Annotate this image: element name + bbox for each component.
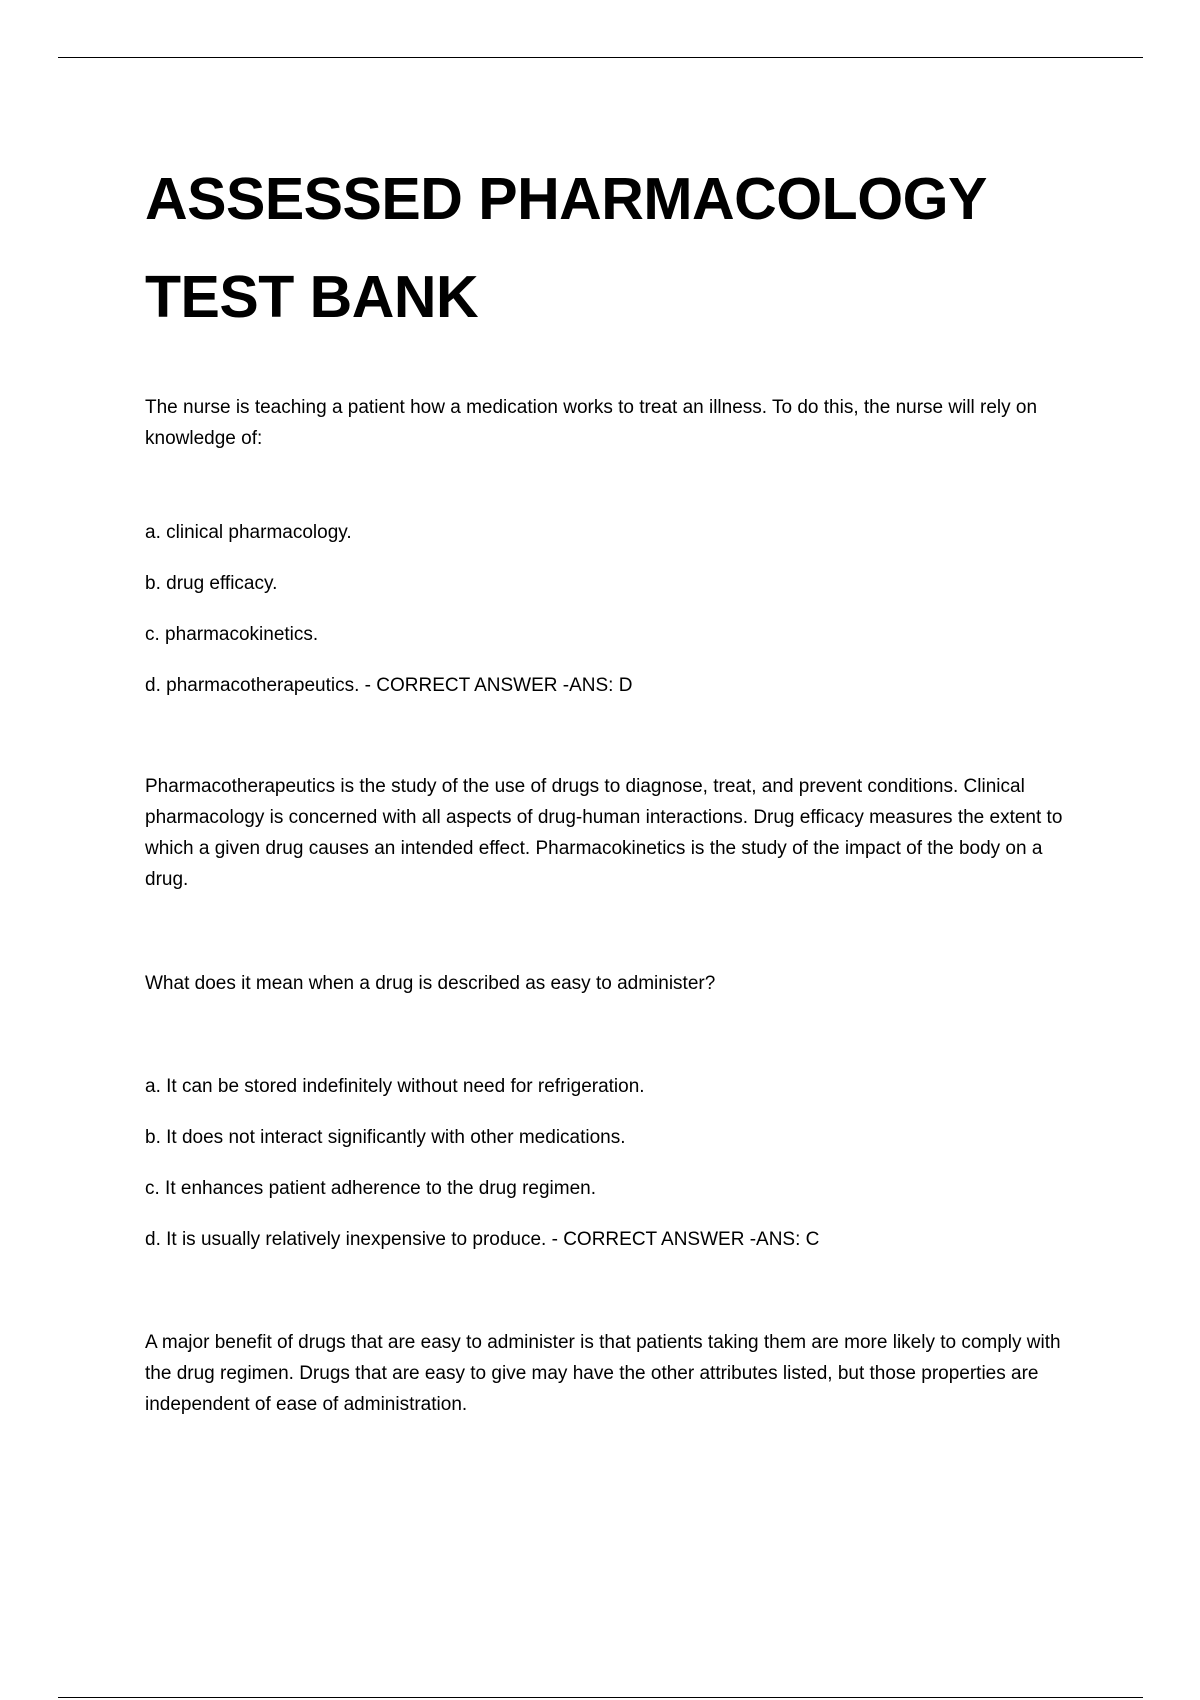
title-line-1: ASSESSED PHARMACOLOGY bbox=[145, 166, 987, 232]
page-content bbox=[145, 150, 1085, 1420]
top-rule bbox=[58, 57, 1143, 58]
question-2-rationale: A major benefit of drugs that are easy to administer is that patients taking them are more likely to comply with the drug regimen. Drugs that are easy to give may have the other attributes listed, but those properties are independent of ease of administration. bbox=[145, 1332, 1061, 1415]
question-1-option-a: a. clinical pharmacology. bbox=[145, 522, 352, 543]
bottom-rule bbox=[58, 1697, 1143, 1698]
question-2-option-d: d. It is usually relatively inexpensive to produce. - CORRECT ANSWER -ANS: C bbox=[145, 1229, 820, 1250]
question-1-option-c: c. pharmacokinetics. bbox=[145, 624, 319, 645]
title-line-2: TEST BANK bbox=[145, 264, 479, 330]
question-2-option-b: b. It does not interact significantly with other medications. bbox=[145, 1127, 626, 1148]
question-2-option-a: a. It can be stored indefinitely without need for refrigeration. bbox=[145, 1076, 645, 1097]
question-1-rationale: Pharmacotherapeutics is the study of the use of drugs to diagnose, treat, and prevent conditions. Clinical pharmacology is concerned with all aspects of drug-human interactions. Drug efficacy measures the extent to which a given drug causes an intended effect. Pharmacokinetics is the study of the impact of the body on a drug. bbox=[145, 776, 1063, 890]
question-1-stem: The nurse is teaching a patient how a medication works to treat an illness. To do this, the nurse will rely on knowledge of: bbox=[145, 397, 1038, 449]
question-1-option-d: d. pharmacotherapeutics. - CORRECT ANSWER -ANS: D bbox=[145, 675, 633, 696]
question-2-option-c: c. It enhances patient adherence to the drug regimen. bbox=[145, 1178, 597, 1199]
question-1-option-b: b. drug efficacy. bbox=[145, 573, 278, 594]
document-title bbox=[145, 150, 1085, 346]
question-2-stem: What does it mean when a drug is described as easy to administer? bbox=[145, 973, 716, 994]
